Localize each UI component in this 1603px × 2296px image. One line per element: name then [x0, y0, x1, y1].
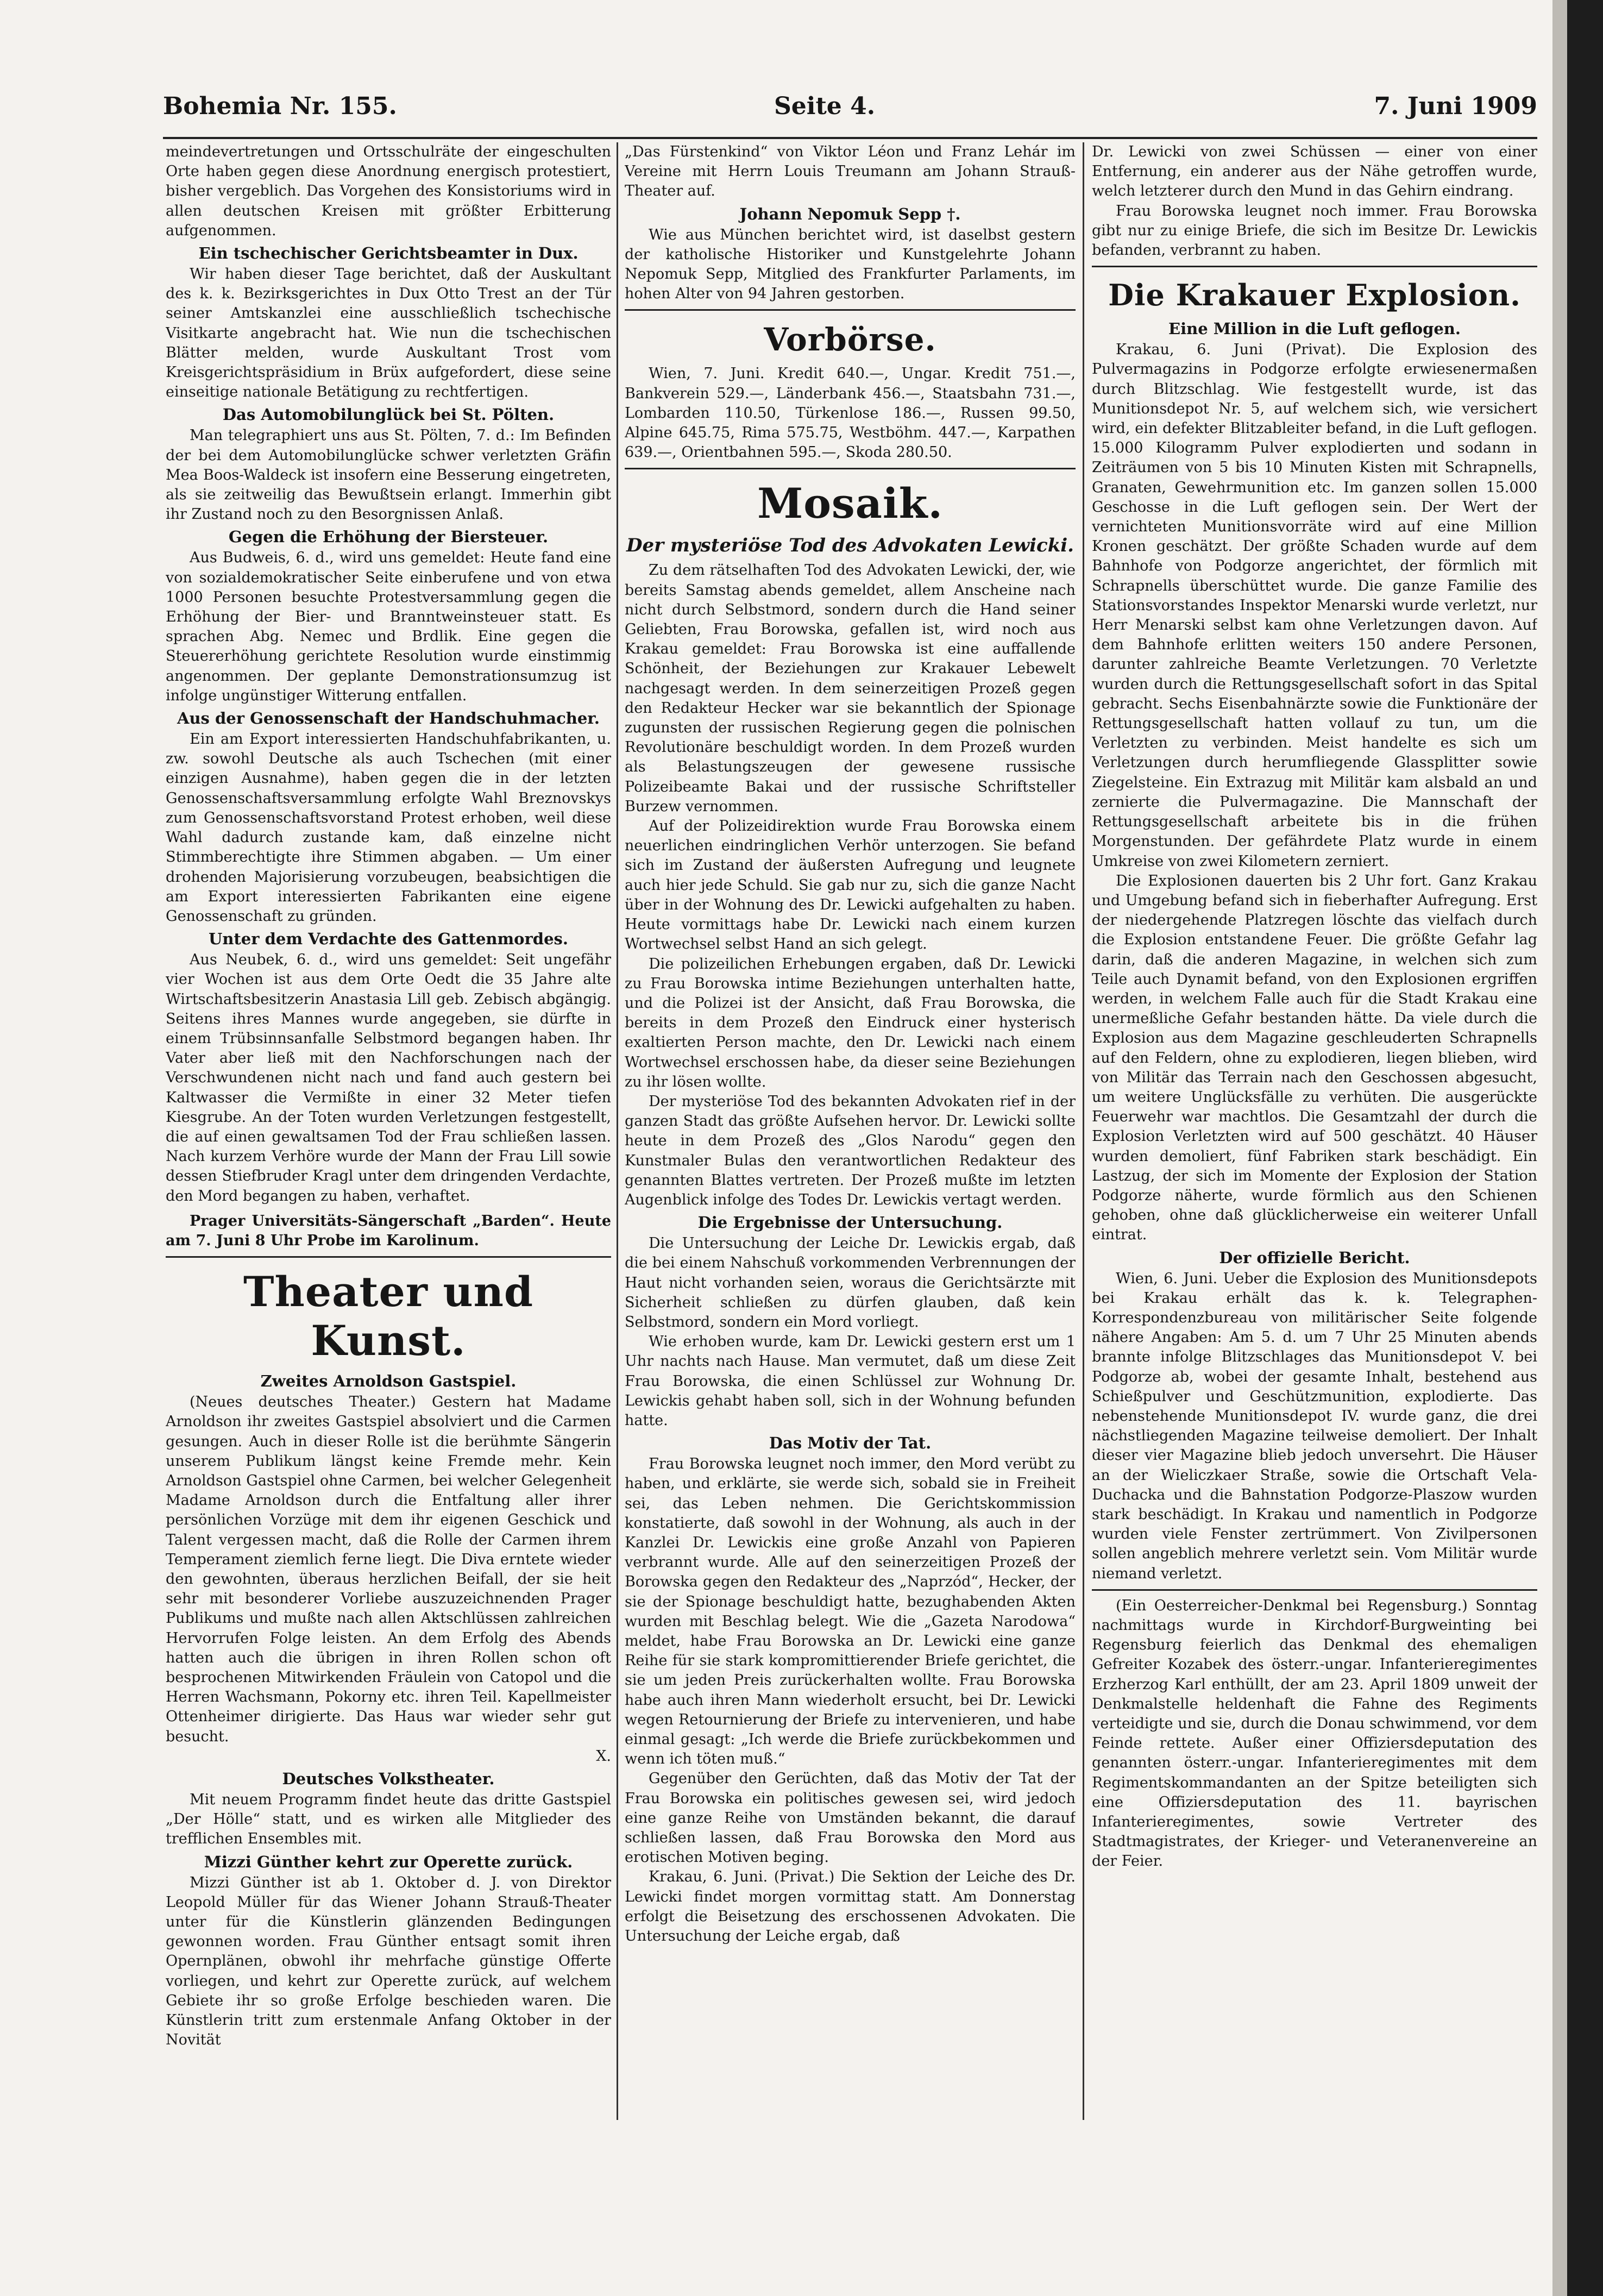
- column-2: [625, 142, 1076, 2120]
- article-heading: Das Automobilunglück bei St. Pölten.: [222, 405, 555, 424]
- article-text: Wir haben dieser Tage berichtet, daß der Auskultant des k. k. Bezirksgerichtes in Dux Otto Trest an der Tür seiner Amtskanzlei eine ausschließlich tschechische Visitkarte angebracht hat. Wie nun die tschechischen Blätter melden, wurde Auskultant Trost vom Kreisgerichtspräsidium in Brüx aufgefordert, diese seine einseitige nationale Betätigung zu rechtfertigen.: [166, 266, 611, 401]
- article-text: Aus Neubek, 6. d., wird uns gemeldet: Seit ungefähr vier Wochen ist aus dem Orte Oedt die 35 Jahre alte Wirtschaftsbesitzerin Anastasia Lill geb. Zebisch abgängig. Seitens ihres Mannes wurde angegeben, sie dürfte in einem Trübsinnsanfalle Selbstmord begangen haben. Ihr Vater aber ließ mit den Nachforschungen nach der Verschwundenen nicht nach und fand auch gestern bei Kaltwasser die Vermißte in einer 32 Meter tiefen Kiesgrube. An der Toten wurden Verletzungen festgestellt, die auf einen gewaltsamen Tod der Frau schließen lassen. Nach kurzem Verhöre wurde der Mann der Frau Lill sowie dessen Stiefbruder Kragl unter dem dringenden Verdachte, den Mord begangen zu haben, verhaftet.: [166, 951, 611, 1205]
- column-divider-2: [1083, 142, 1084, 2120]
- article-text: Dr. Lewicki von zwei Schüssen — einer von einer Entfernung, ein anderer aus der Nähe getroffen wurde, welch letzterer durch den Mund in das Gehirn eindrang.: [1092, 143, 1537, 200]
- article-text: Wie aus München berichtet wird, ist daselbst gestern der katholische Historiker und Kunstgelehrte Johann Nepomuk Sepp, Mitglied des Frankfurter Parlaments, im hohen Alter von 94 Jahren gestorben.: [625, 226, 1076, 303]
- header-rule: [163, 137, 1537, 139]
- page-header: [163, 81, 1537, 130]
- article-text: Aus Budweis, 6. d., wird uns gemeldet: Heute fand eine von sozialdemokratischer Seite einberufene und von etwa 1000 Personen besuchte Protestversammlung gegen die Erhöhung der Bier- und Branntweinsteuer statt. Es sprachen Abg. Nemec und Brdlik. Eine gegen die Steuererhöhung gerichtete Resolution wurde einstimmig angenommen. Der geplante Demonstrationsumzug ist infolge ungünstiger Witterung entfallen.: [166, 549, 611, 704]
- article-text: Wie erhoben wurde, kam Dr. Lewicki gestern erst um 1 Uhr nachts nach Hause. Man vermutet, daß um diese Zeit Frau Borowska, die einen Schlüssel zur Wohnung Dr. Lewickis gehabt haben soll, sich in der Wohnung befunden hatte.: [625, 1333, 1076, 1429]
- section-title: Mosaik.: [757, 479, 943, 528]
- article-text: Krakau, 6. Juni. (Privat.) Die Sektion der Leiche des Dr. Lewicki findet morgen vormittag statt. Am Donnerstag erfolgt die Beisetzung des erschossenen Advokaten. Die Untersuchung der Leiche ergab, daß: [625, 1868, 1076, 1945]
- section-rule: [166, 1256, 611, 1258]
- article-text: Krakau, 6. Juni (Privat). Die Explosion des Pulvermagazins in Podgorze erfolgte erwiesenermaßen durch Blitzschlag. Wie festgestellt wurde, ist das Munitionsdepot Nr. 5, auf welchem sich, wie versichert wird, ein defekter Blitzableiter befand, in die Luft geflogen. 15.000 Kilogramm Pulver explodierten und sodann in Zeiträumen von 5 bis 10 Minuten Kisten mit Schrapnells, Granaten, Gewehrmunition etc. Im ganzen sollen 15.000 Geschosse in die Luft geflogen sein. Der Wert der vernichteten Munitionsvorräte wird auf eine Million Kronen geschätzt. Der größte Schaden wurde auf dem Bahnhofe von Podgorze angerichtet, der förmlich mit Schrapnells überschüttet wurde. Die ganze Familie des Stationsvorstandes Inspektor Menarski wurde verletzt, nur Herr Menarski selbst kam ohne Verletzungen davon. Auf dem Bahnhofe erlitten weiters 150 andere Personen, darunter zahlreiche Beamte Verletzungen. 70 Verletzte wurden durch die Rettungsgesellschaft sofort in das Spital gebracht. Sechs Eisenbahnärzte sowie die Funktionäre der Rettungsgesellschaft hatten vollauf zu tun, um die Verletzten zu verbinden. Meist handelte es sich um Verletzungen durch herumfliegende Glassplitter sowie Ziegelsteine. Ein Extrazug mit Militär kam alsbald an und zernierte die Pulvermagazine. Die Mannschaft der Rettungsgesellschaft arbeitete bis in die frühen Morgenstunden. Der gefährdete Platz wurde in einem Umkreise von zwei Kilometern zerniert.: [1092, 341, 1537, 870]
- section-rule: [625, 468, 1076, 469]
- article-text: Frau Borowska leugnet noch immer. Frau Borowska gibt nur zu einige Briefe, die sich im Besitze Dr. Lewickis befanden, verbrannt zu haben.: [1092, 202, 1537, 259]
- article-heading: Deutsches Volkstheater.: [282, 1770, 495, 1789]
- article-heading: Johann Nepomuk Sepp †.: [739, 204, 961, 223]
- header-date: 7. Juni 1909: [1374, 92, 1537, 120]
- article-text: Die Untersuchung der Leiche Dr. Lewickis ergab, daß die bei einem Nahschuß vorkommenden Verbrennungen der Haut nicht vorhanden seien, woraus die Gerichtsärzte mit Sicherheit schließen zu dürfen glauben, daß kein Selbstmord, sondern ein Mord vorliegt.: [625, 1235, 1076, 1331]
- article-heading: Das Motiv der Tat.: [769, 1434, 932, 1453]
- section-rule: [1092, 1589, 1537, 1591]
- header-publication: Bohemia Nr. 155.: [163, 92, 397, 120]
- column-3: [1092, 142, 1537, 2120]
- section-title: Vorbörse.: [764, 321, 936, 359]
- section-title: Theater und Kunst.: [243, 1268, 534, 1365]
- page-gutter: [1552, 0, 1567, 2296]
- section-title: Die Krakauer Explosion.: [1108, 278, 1521, 313]
- section-rule: [1092, 266, 1537, 267]
- section-rule: [625, 309, 1076, 311]
- scan-edge: [1567, 0, 1603, 2296]
- article-heading: Unter dem Verdachte des Gattenmordes.: [209, 930, 568, 949]
- article-text: meindevertretungen und Ortsschulräte der eingeschulten Orte haben gegen diese Anordnung energisch protestiert, bisher vergeblich. Das Vorgehen des Konsistoriums wird in allen deutschen Kreisen mit größter Erbitterung aufgenommen.: [166, 143, 611, 239]
- article-text: Man telegraphiert uns aus St. Pölten, 7. d.: Im Befinden der bei dem Automobilunglücke schwer verletzten Gräfin Mea Boos-Waldeck ist insofern eine Besserung eingetreten, als sie zeitweilig das Bewußtsein erlangt. Immerhin gibt ihr Zustand noch zu den Besorgnissen Anlaß.: [166, 427, 611, 523]
- article-signature: X.: [596, 1747, 611, 1765]
- article-text: Mit neuem Programm findet heute das dritte Gastspiel „Der Hölle“ statt, und es wirken alle Mitglieder des trefflichen Ensembles mit.: [166, 1791, 611, 1848]
- article-text: Mizzi Günther ist ab 1. Oktober d. J. von Direktor Leopold Müller für das Wiener Johann Strauß-Theater unter für die Künstlerin glänzenden Bedingungen gewonnen worden. Frau Günther entsagt somit ihren Opernplänen, obwohl ihr mehrfache günstige Offerte vorliegen, und kehrt zur Operette zurück, auf welchem Gebiete ihr so große Erfolge beschieden waren. Die Künstlerin tritt zum erstenmale Anfang Oktober in der Novität: [166, 1874, 611, 2049]
- column-1: [166, 142, 611, 2120]
- article-heading: Ein tschechischer Gerichtsbeamter in Dux.: [198, 244, 579, 263]
- article-subtitle: Der mysteriöse Tod des Advokaten Lewicki.: [626, 535, 1074, 557]
- article-heading: Der offizielle Bericht.: [1219, 1248, 1410, 1267]
- article-text: Frau Borowska leugnet noch immer, den Mord verübt zu haben, und erklärte, sie werde sich, sobald sie in Freiheit sei, das Leben nehmen. Die Gerichtskommission konstatierte, daß sowohl in der Wohnung, als auch in der Kanzlei Dr. Lewickis eine große Anzahl von Papieren verbrannt wurde. Alle auf den seinerzeitigen Prozeß der Borowska gegen den Redakteur des „Naprzód“, Hecker, der sie der Spionage beschuldigt hatte, bezughabenden Akten wurden mit Beschlag belegt. Wie die „Gazeta Narodowa“ meldet, habe Frau Borowska an Dr. Lewicki eine ganze Reihe für sie stark kompromittierender Briefe gerichtet, die sie um jeden Preis zurückerhalten wollte. Frau Borowska habe auch ihren Mann wiederholt ersucht, bei Dr. Lewicki wegen Retournierung der Briefe zu intervenieren, und habe einmal gesagt: „Ich werde die Briefe zurückbekommen und wenn ich töten muß.“: [625, 1456, 1076, 1768]
- article-heading: Aus der Genossenschaft der Handschuhmacher.: [177, 709, 600, 728]
- article-text: „Das Fürstenkind“ von Viktor Léon und Franz Lehár im Vereine mit Herrn Louis Treumann am Johann Strauß-Theater auf.: [625, 143, 1076, 200]
- article-text: Gegenüber den Gerüchten, daß das Motiv der Tat der Frau Borowska ein politisches gewesen sei, wird jedoch eine ganze Reihe von Umständen bekannt, die darauf schließen lassen, daß Frau Borowska den Mord aus erotischen Motiven beging.: [625, 1770, 1076, 1866]
- article-text: Der mysteriöse Tod des bekannten Advokaten rief in der ganzen Stadt das größte Aufsehen hervor. Dr. Lewicki sollte heute in dem Prozeß des „Glos Narodu“ gegen den Kunstmaler Bulas den verantwortlichen Redakteur des genannten Blattes vertreten. Der Prozeß mußte im letzten Augenblick infolge des Todes Dr. Lewickis vertagt werden.: [625, 1093, 1076, 1208]
- article-heading: Die Ergebnisse der Untersuchung.: [697, 1213, 1003, 1232]
- column-divider-1: [617, 142, 618, 2120]
- header-page-number: Seite 4.: [774, 92, 876, 120]
- article-heading: Zweites Arnoldson Gastspiel.: [260, 1372, 517, 1391]
- article-text: Wien, 6. Juni. Ueber die Explosion des Munitionsdepots bei Krakau erhält das k. k. Telegraphen-Korrespondenzbureau von militärischer Seite folgende nähere Angaben: Am 5. d. um 7 Uhr 25 Minuten abends brannte infolge Blitzschlages das Munitionsdepot V. bei Podgorze ab, wobei der gesamte Inhalt, bestehend aus Schießpulver und Geschützmunition, explodierte. Das nebenstehende Munitionsdepot IV. wurde ganz, die drei nächstliegenden Magazine teilweise demoliert. Der Inhalt dieser vier Magazine blieb jedoch unversehrt. Die Häuser an der Wieliczkaer Straße, sowie die Ortschaft Vela-Duchacka und die Bahnstation Podgorze-Plaszow wurden stark beschädigt. In Krakau und namentlich in Podgorze wurden viele Fenster zertrümmert. Von Zivilpersonen sollen angeblich mehrere verletzt sein. Vom Militär wurde niemand verletzt.: [1092, 1270, 1537, 1582]
- article-heading: Mizzi Günther kehrt zur Operette zurück.: [204, 1852, 573, 1871]
- article-text: Die Explosionen dauerten bis 2 Uhr fort. Ganz Krakau und Umgebung befand sich in fieberhafter Aufregung. Erst der niedergehende Platzregen löschte das vielfach durch die Explosion entstandene Feuer. Die größte Gefahr lag darin, daß die anderen Magazine, in welchen sich zum Teile auch Dynamit befand, von den Explosionen ergriffen werden, in welchem Falle auch für die Stadt Krakau eine unermeßliche Gefahr bestanden hätte. Da viele durch die Explosion aus dem Magazine geschleuderten Schrapnells auf den Feldern, ohne zu explodieren, liegen blieben, wird von Militär das Terrain nach den Geschossen abgesucht, um weitere Unglücksfälle zu verhüten. Die ausgerückte Feuerwehr war machtlos. Die Gesamtzahl der durch die Explosion Verletzten wird auf 500 geschätzt. 40 Häuser wurden demoliert, fünf Fabriken stark beschädigt. Ein Lastzug, der sich im Momente der Explosion der Station Podgorze näherte, wurde förmlich aus den Schienen gehoben, ohne daß glücklicherweise ein weiterer Unfall eintrat.: [1092, 872, 1537, 1244]
- article-text: (Ein Oesterreicher-Denkmal bei Regensburg.) Sonntag nachmittags wurde in Kirchdorf-Burgweinting bei Regensburg feierlich das Denkmal des ehemaligen Gefreiter Kozabek des österr.-ungar. Infanterieregimentes Erzherzog Karl enthüllt, der am 23. April 1809 unweit der Denkmalstelle heldenhaft die Fahne des Regiments verteidigte und sie, durch die Donau schwimmend, vor dem Feinde rettete. Außer einer Offiziersdeputation des genannten österr.-ungar. Infanterieregimentes mit dem Regimentskommandanten an der Spitze beteiligten sich eine Offiziersdeputation des 11. bayrischen Infanterieregimentes, sowie Vertreter des Stadtmagistrates, der Krieger- und Veteranenvereine an der Feier.: [1092, 1597, 1537, 1870]
- article-text: Zu dem rätselhaften Tod des Advokaten Lewicki, der, wie bereits Samstag abends gemeldet, allem Anscheine nach nicht durch Selbstmord, sondern durch die Hand seiner Geliebten, Frau Borowska, gefallen ist, wird noch aus Krakau gemeldet: Frau Borowska ist eine auffallende Schönheit, der Beziehungen zur Krakauer Lebewelt nachgesagt werden. In dem seinerzeitigen Prozeß gegen den Redakteur Hecker war sie bekanntlich der Spionage zugunsten der russischen Regierung gegen die polnischen Revolutionäre beschuldigt worden. In dem Prozeß wurden als Belastungszeugen der gewesene russische Polizeibeamte Bakai und der russische Schriftsteller Burzew vernommen.: [625, 562, 1076, 815]
- article-subtitle: Eine Million in die Luft geflogen.: [1168, 319, 1461, 338]
- article-text: Die polizeilichen Erhebungen ergaben, daß Dr. Lewicki zu Frau Borowska intime Beziehungen unterhalten hatte, und die Polizei ist der Ansicht, daß Frau Borowska, die bereits in dem Prozeß den Eindruck einer hysterisch exaltierten Person machte, den Dr. Lewicki nach einem Wortwechsel erschossen habe, da dieser seine Beziehungen zu ihr lösen wollte.: [625, 955, 1076, 1090]
- article-text: Auf der Polizeidirektion wurde Frau Borowska einem neuerlichen eindringlichen Verhör unterzogen. Sie befand sich im Zustand der äußersten Aufregung und leugnete auch hier jede Schuld. Sie gab nur zu, sich die ganze Nacht über in der Wohnung des Dr. Lewicki aufgehalten zu haben. Heute vormittags habe Dr. Lewicki nach einem kurzen Wortwechsel selbst Hand an sich gelegt.: [625, 818, 1076, 953]
- article-heading: Gegen die Erhöhung der Biersteuer.: [228, 528, 549, 547]
- article-text: (Neues deutsches Theater.) Gestern hat Madame Arnoldson ihr zweites Gastspiel absolviert und die Carmen gesungen. Auch in dieser Rolle ist die berühmte Sängerin unserem Publikum längst keine Fremde mehr. Kein Arnoldson Gastspiel ohne Carmen, bei welcher Gelegenheit Madame Arnoldson durch die Entfaltung aller ihrer persönlichen Vorzüge mit dem ihr eigenen Geschick und Talent vergessen macht, daß die Rolle der Carmen ihrem Temperament ziemlich ferne liegt. Die Diva erntete wieder den gewohnten, überaus herzlichen Beifall, der sie heit sehr mit besonderer Vorliebe auszuzeichnenden Prager Publikums und mußte nach allen Aktschlüssen zahlreichen Hervorrufen Folge leisten. An dem Erfolg des Abends hatten auch die übrigen in ihren Rollen schon oft besprochenen Mitwirkenden Fräulein von Catopol und die Herren Wachsmann, Pokorny etc. ihren Teil. Kapellmeister Ottenheimer dirigierte. Das Haus war wieder sehr gut besucht.: [166, 1394, 611, 1745]
- article-text: Ein am Export interessierten Handschuhfabrikanten, u. zw. sowohl Deutsche als auch Tschechen (mit einer einzigen Ausnahme), haben gegen die in der letzten Genossenschaftsversammlung erfolgte Wahl Breznovskys zum Genossenschaftsvorstand Protest erhoben, weil diese Wahl dadurch zustande kam, daß einzelne nicht Stimmberechtigte ihre Stimmen abgaben. — Um einer drohenden Majorisierung vorzubeugen, beabsichtigen die am Export interessierten Fabrikanten eine eigene Genossenschaft zu gründen.: [166, 731, 611, 925]
- market-report: Wien, 7. Juni. Kredit 640.—, Ungar. Kredit 751.—, Bankverein 529.—, Länderbank 456.—, Staatsbahn 731.—, Lombarden 110.50, Türkenlose 186.—, Russen 99.50, Alpine 645.75, Rima 575.75, Westböhm. 447.—, Karpathen 639.—, Orientbahnen 595.—, Skoda 280.50.: [625, 365, 1076, 461]
- notice-text: Prager Universitäts-Sängerschaft „Barden“. Heute am 7. Juni 8 Uhr Probe im Karolinum.: [166, 1212, 611, 1249]
